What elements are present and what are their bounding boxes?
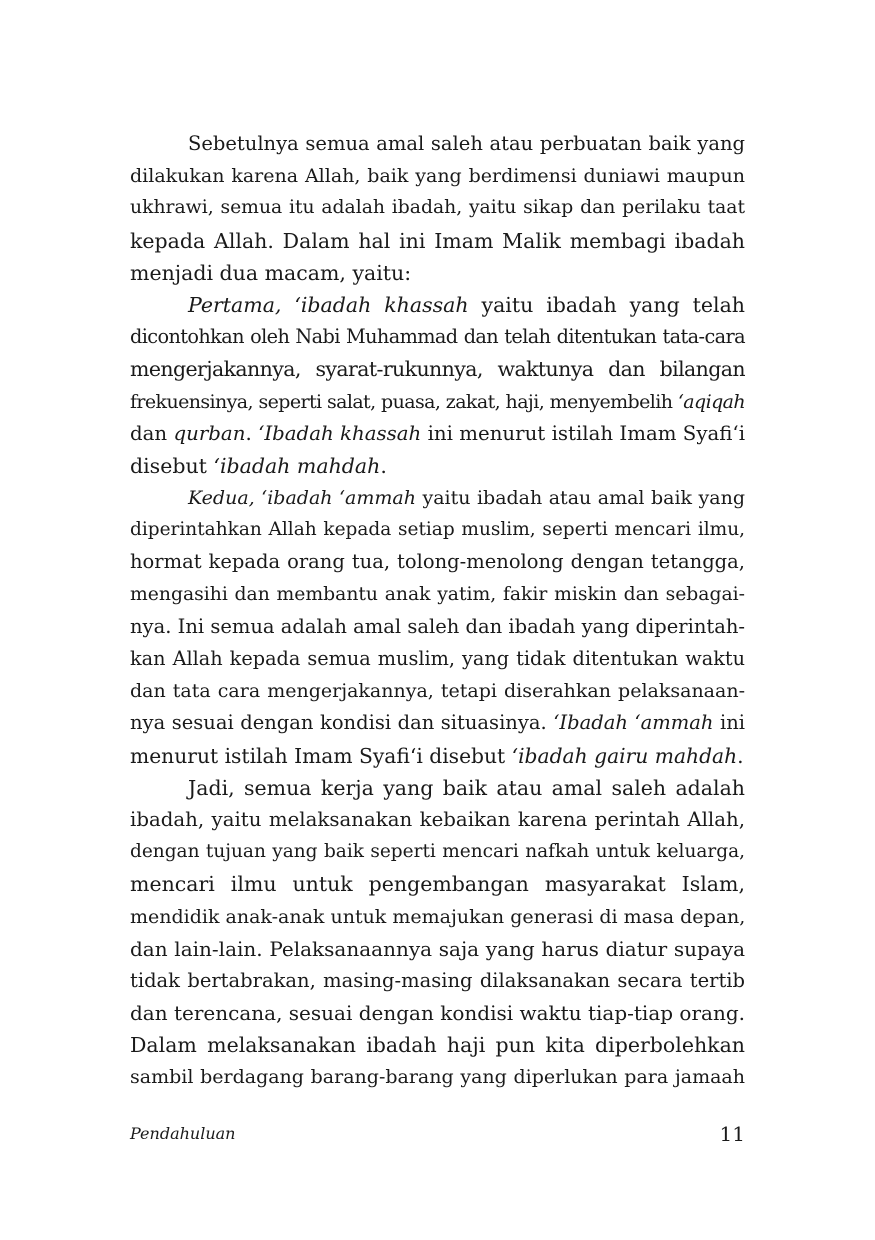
text-line: ibadah, yaitu melaksanakan kebaikan karena perintah Allah, [130,807,745,831]
page-number: 11 [719,1122,745,1146]
text-line: mengasihi dan membantu anak yatim, fakir miskin dan sebagai- [130,583,745,605]
text-line: hormat kepada orang tua, tolong-menolong dengan tetangga, [130,550,745,574]
text-segment: ini [713,711,745,735]
text-segment: frekuensinya, seperti salat, puasa, zakat, haji, menyembelih [130,390,678,413]
text-line: tidak bertabrakan, masing-masing dilaksanakan secara tertib [130,968,745,992]
body-text [130,128,745,1094]
text-segment: menurut istilah Imam Syafi‘i disebut [130,743,512,768]
italic-term: ‘Ibadah ‘ammah [553,711,714,735]
paragraph-1 [130,128,745,289]
text-line [130,450,745,482]
text-segment: yaitu ibadah yang telah [468,292,745,317]
text-line: Sebetulnya semua amal saleh atau perbuatan baik yang [188,132,745,155]
text-line: sambil berdagang barang-barang yang diperlukan para jamaah [130,1066,745,1089]
text-line [130,482,745,514]
running-footer-title: Pendahuluan [130,1124,236,1143]
text-segment: ini menurut istilah Imam Syafi‘i [421,421,746,445]
text-line: kepada Allah. Dalam hal ini Imam Malik membagi ibadah [130,228,745,253]
text-line [130,289,745,321]
text-segment: . [380,453,387,478]
text-line: dengan tujuan yang baik seperti mencari nafkah untuk keluarga, [130,841,745,863]
paragraph-2 [130,289,745,482]
text-line: mengerjakannya, syarat-rukunnya, waktunya dan bilangan [130,357,745,382]
text-segment: . [245,421,259,445]
text-segment: disebut [130,453,214,478]
text-line: kan Allah kepada semua muslim, yang tidak ditentukan waktu [130,647,745,670]
text-segment: yaitu ibadah atau amal baik yang [415,487,745,510]
italic-term: qurban [173,421,246,445]
italic-term: Pertama, ‘ibadah khassah [188,292,469,317]
text-line: ukhrawi, semua itu adalah ibadah, yaitu sikap dan perilaku taat [130,197,745,219]
text-line: dicontohkan oleh Nabi Muhammad dan telah ditentukan tata-cara [130,325,745,349]
italic-term: Kedua, ‘ibadah ‘ammah [188,487,416,510]
text-line: nya. Ini semua adalah amal saleh dan ibadah yang diperintah- [130,614,745,638]
paragraph-3 [130,482,745,772]
text-line: diperintahkan Allah kepada setiap muslim, seperti mencari ilmu, [130,519,745,541]
text-segment: nya sesuai dengan kondisi dan situasinya. [130,711,554,735]
text-line: mendidik anak-anak untuk memajukan generasi di masa depan, [130,905,746,928]
text-line [130,740,745,772]
italic-term: ‘aqiqah [677,390,745,413]
text-line: Jadi, semua kerja yang baik atau amal saleh adalah [188,775,745,800]
text-segment: dan [130,421,174,445]
text-segment: . [737,743,744,768]
paragraph-4 [130,772,745,1094]
text-line: mencari ilmu untuk pengembangan masyarakat Islam, [130,872,745,897]
text-line [130,386,745,418]
italic-term: ‘ibadah mahdah [213,453,381,478]
text-line: dan lain-lain. Pelaksanaannya saja yang harus diatur supaya [130,936,745,961]
text-line: menjadi dua macam, yaitu: [130,260,412,285]
page-footer [130,1122,745,1146]
italic-term: ‘ibadah gairu mahdah [511,743,738,768]
text-line: dilakukan karena Allah, baik yang berdimensi duniawi maupun [130,165,745,188]
text-line [130,707,745,739]
italic-term: ‘Ibadah khassah [258,421,422,445]
text-line: dan tata cara mengerjakannya, tetapi diserahkan pelaksanaan- [130,680,745,703]
text-line: dan terencana, sesuai dengan kondisi waktu tiap-tiap orang. [130,1001,745,1026]
text-line: Dalam melaksanakan ibadah haji pun kita diperbolehkan [130,1033,745,1058]
text-line [130,418,745,450]
